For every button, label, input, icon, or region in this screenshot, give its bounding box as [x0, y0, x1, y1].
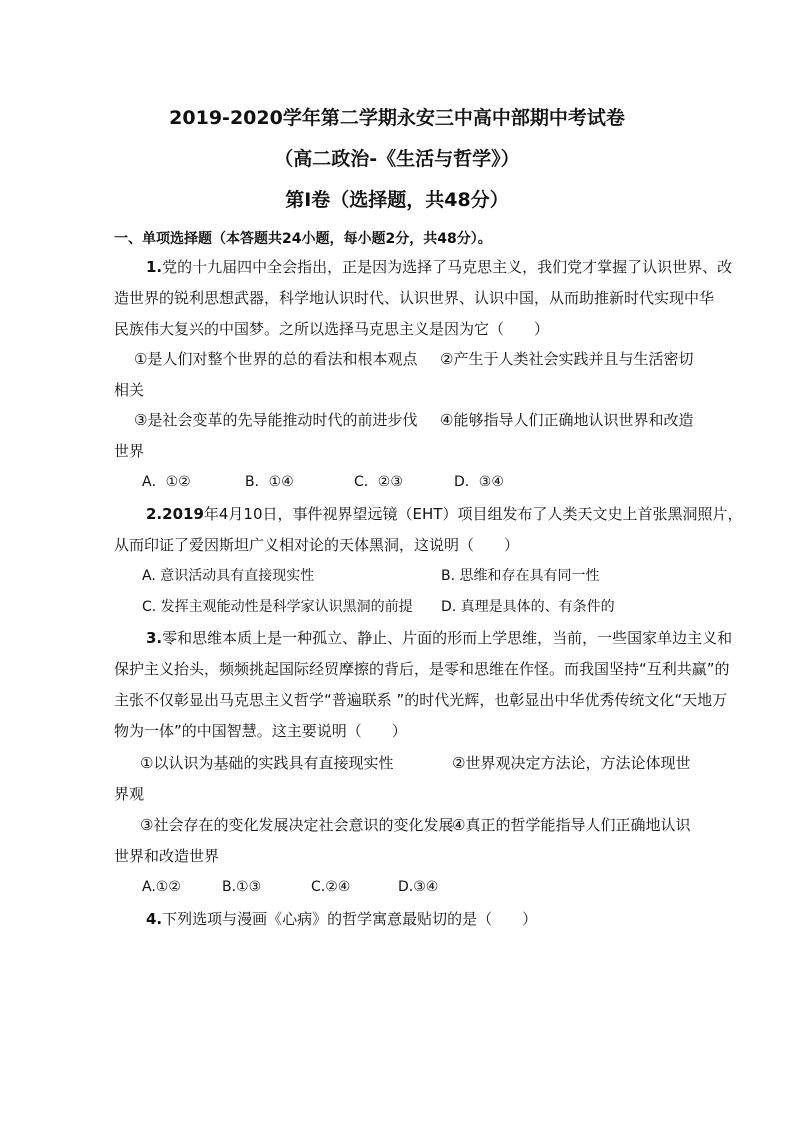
question-1-line-2: 造世界的锐利思想武器，科学地认识时代、认识世界、认识中国，从而助推新时代实现中华 — [114, 289, 715, 307]
question-2-number: 2.2019 — [146, 505, 204, 523]
question-3-option-d: D.③④ — [398, 879, 439, 895]
question-3-option-a: A.①② — [142, 879, 181, 895]
question-1-line-1: 1.党的十九届四中全会指出，正是因为选择了马克思主义，我们党才掌握了认识世界、改 — [146, 258, 733, 276]
question-3-statement-4-cont: 世界和改造世界 — [114, 847, 220, 865]
question-3-statement-3: ③社会存在的变化发展决定社会意识的变化发展 — [140, 816, 454, 834]
exam-title: 2019-2020学年第二学期永安三中高中部期中考试卷 — [169, 107, 625, 129]
question-3-line-2: 保护主义抬头，频频挑起国际经贸摩擦的背后，是零和思维在作怪。而我国坚持“互利共赢”的 — [114, 660, 730, 678]
question-3-option-c: C.②④ — [311, 879, 351, 895]
question-3-statement-1: ①以认识为基础的实践具有直接现实性 — [140, 754, 394, 772]
question-1-statement-2-cont: 相关 — [114, 381, 145, 399]
question-2-option-a: A. 意识活动具有直接现实性 — [142, 568, 315, 584]
question-1-statement-4: ④能够指导人们正确地认识世界和改造 — [440, 411, 694, 429]
question-3-line-4: 物为一体”的中国智慧。这主要说明（ ） — [114, 722, 407, 740]
question-3-line-1: 3.零和思维本质上是一种孤立、静止、片面的形而上学思维，当前，一些国家单边主义和 — [146, 629, 733, 647]
question-1-number: 1. — [146, 258, 163, 276]
question-2-line-2: 从而印证了爱因斯坦广义相对论的天体黑洞，这说明（ ） — [114, 536, 520, 554]
question-4-line-1: 4.下列选项与漫画《心病》的哲学寓意最贴切的是（ ） — [146, 910, 538, 928]
question-3-statement-2-cont: 界观 — [114, 785, 145, 803]
question-2-option-c: C. 发挥主观能动性是科学家认识黑洞的前提 — [142, 599, 413, 615]
question-1-option-d: D．③④ — [454, 474, 504, 490]
question-1-option-b: B．①④ — [245, 474, 294, 490]
section-heading: 一、单项选择题（本答题共24小题，每小题2分，共48分）。 — [114, 231, 492, 247]
question-3-statement-4: ④真正的哲学能指导人们正确地认识 — [452, 816, 691, 834]
question-1-statement-4-cont: 世界 — [114, 442, 145, 460]
question-4-number: 4. — [146, 910, 163, 928]
exam-subtitle: （高二政治-《生活与哲学》） — [274, 148, 520, 170]
part-heading: 第Ⅰ卷（选择题，共48分） — [285, 189, 509, 211]
question-3-option-b: B.①③ — [222, 879, 262, 895]
question-1-option-c: C．②③ — [354, 474, 403, 490]
question-3-statement-2: ②世界观决定方法论，方法论体现世 — [452, 754, 691, 772]
question-2-option-b: B. 思维和存在具有同一性 — [441, 568, 600, 584]
question-2-line-1: 2.2019年4月10日，事件视界望远镜（EHT）项目组发布了人类天文史上首张黑洞照片， — [146, 505, 743, 523]
question-1-statement-2: ②产生于人类社会实践并且与生活密切 — [440, 350, 694, 368]
question-1-statement-3: ③是社会变革的先导能推动时代的前进步伐 — [134, 411, 418, 429]
question-3-number: 3. — [146, 629, 163, 647]
question-3-line-3: 主张不仅彰显出马克思主义哲学“普遍联系 ”的时代光辉，也彰显出中华优秀传统文化“天地万 — [114, 691, 728, 709]
question-1-statement-1: ①是人们对整个世界的总的看法和根本观点 — [134, 350, 418, 368]
question-2-option-d: D. 真理是具体的、有条件的 — [441, 599, 615, 615]
question-1-line-3: 民族伟大复兴的中国梦。之所以选择马克思主义是因为它（ ） — [114, 320, 550, 338]
question-1-option-a: A．①② — [142, 474, 191, 490]
